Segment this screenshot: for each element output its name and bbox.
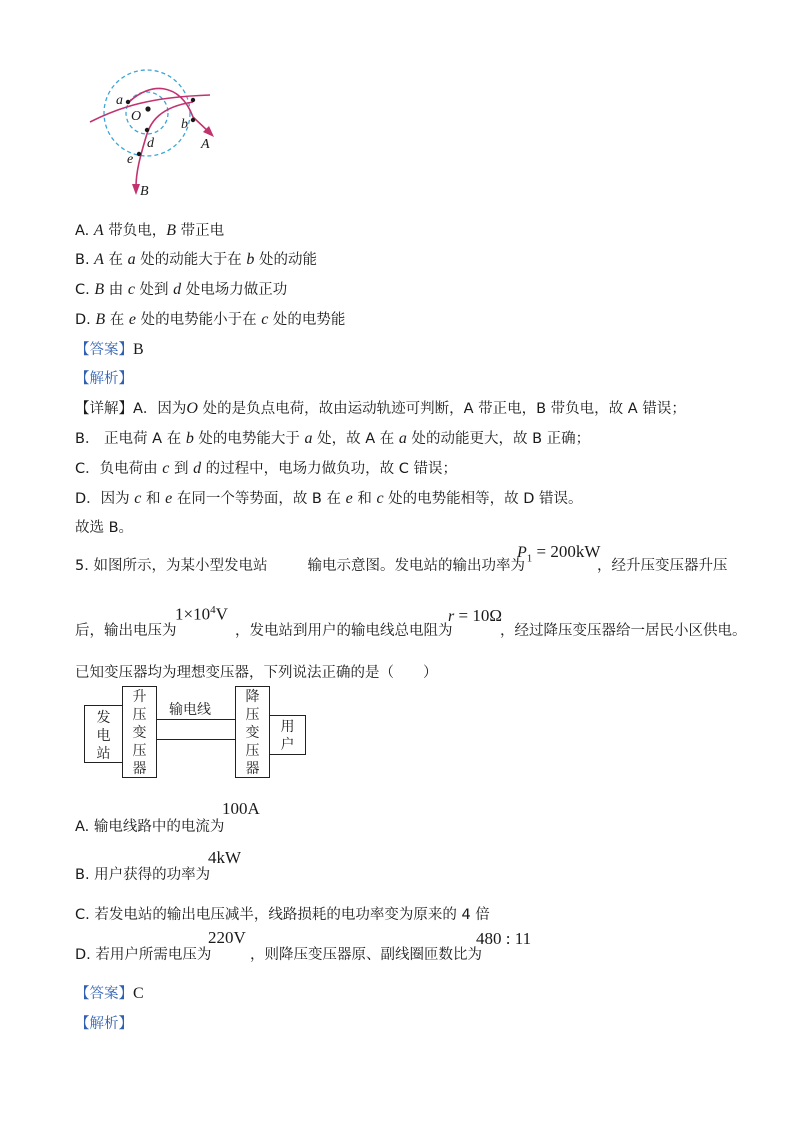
superscript: 4 (210, 604, 216, 616)
detail-text: 和 (352, 491, 377, 507)
detail-text: C．负电荷由 (75, 461, 163, 477)
q4-detail-line-3 (75, 457, 457, 478)
label-O: O (131, 109, 142, 124)
point-e-dot (137, 152, 141, 156)
option-text: 若用户所需电压为 (95, 947, 212, 963)
answer-value: B (133, 341, 144, 358)
detail-text: 处的动能更大，故 B 正确； (406, 431, 591, 447)
q4-conclusion: 故选 B。 (75, 520, 134, 536)
symbol: c (134, 490, 142, 507)
subscript: 1 (526, 552, 533, 565)
q5-option-d (75, 943, 211, 964)
stepup-char: 压 (132, 707, 147, 723)
field-trajectory-figure (80, 62, 230, 202)
q4-answer (75, 338, 144, 359)
charge-O-dot (145, 106, 150, 111)
label-A: A (201, 137, 210, 152)
detail-text: D．因为 (75, 491, 135, 507)
answer-tag: 【答案】 (75, 342, 133, 358)
point-b-dot (191, 118, 195, 122)
transmission-diagram (84, 686, 314, 782)
symbol: c (162, 460, 170, 477)
symbol: B (94, 281, 105, 298)
formula-value: = 10Ω (454, 606, 502, 625)
point-c-dot (191, 98, 195, 102)
symbol: d (193, 460, 202, 477)
symbol: b (246, 251, 255, 268)
user-box (269, 715, 306, 755)
option-prefix: C. (75, 282, 95, 298)
transmission-line-bottom (157, 739, 236, 740)
formula-unit: V (215, 604, 228, 624)
formula-value: = 200kW (532, 542, 601, 561)
q5-option-d-formula-voltage: 220V (208, 928, 246, 947)
option-prefix: A. (75, 819, 94, 835)
symbol: a (304, 430, 313, 447)
option-text: 处的电势能小于在 (136, 312, 262, 328)
q5-stem-line-3: 已知变压器均为理想变压器，下列说法正确的是（ ） (75, 665, 438, 681)
detail-tag: 【详解】 (75, 401, 133, 417)
station-char: 站 (96, 746, 111, 762)
stepup-char: 升 (132, 689, 147, 705)
option-text: 处到 (134, 282, 174, 298)
detail-text: B． 正电荷 A 在 (75, 431, 186, 447)
q5-stem-line-2-mid: ，发电站到用户的输电线总电阻为 (235, 623, 453, 639)
formula-P1 (517, 542, 600, 564)
point-a-dot (126, 100, 130, 104)
q5-option-d-formula-ratio: 480 : 11 (476, 929, 532, 948)
symbol: B (95, 311, 106, 328)
q4-option-c (75, 278, 287, 299)
label-B: B (140, 184, 149, 199)
option-prefix: C. (75, 907, 95, 923)
q4-detail-line-4 (75, 487, 583, 508)
arrowhead-B (132, 184, 140, 195)
formula-resistance (448, 606, 502, 626)
option-text: 带正电 (176, 223, 225, 239)
stepdown-char: 器 (245, 761, 260, 777)
option-text: 输电线路中的电流为 (93, 819, 225, 835)
symbol: A (93, 222, 104, 239)
option-text: 处的电势能 (268, 312, 346, 328)
label-d: d (147, 136, 154, 151)
q4-detail-line-1 (75, 397, 686, 418)
option-text: 处的动能大于在 (135, 252, 247, 268)
stem-text: 输电示意图。发电站的输出功率为 (307, 558, 525, 574)
stepup-char: 器 (132, 761, 147, 777)
symbol: A (94, 251, 104, 268)
label-b: b (181, 117, 188, 132)
detail-text: 到 (169, 461, 194, 477)
option-text: 带负电， (103, 223, 167, 239)
q4-option-b (75, 248, 317, 269)
option-prefix: D. (75, 947, 96, 963)
point-d-dot (145, 128, 149, 132)
answer-tag: 【答案】 (75, 986, 133, 1002)
q5-option-a-formula: 100A (222, 799, 260, 818)
q5-option-a (75, 815, 224, 836)
step-down-transformer-box (235, 686, 270, 778)
q4-option-a (75, 219, 224, 240)
transmission-line-label: 输电线 (169, 702, 211, 718)
q5-option-d-text-2: ，则降压变压器原、副线圈匝数比为 (250, 947, 482, 963)
symbol: c (127, 281, 135, 298)
station-char: 发 (96, 710, 111, 726)
q5-answer (75, 982, 144, 1003)
symbol-r: r (448, 608, 455, 625)
symbol: a (398, 430, 407, 447)
user-char: 用 (280, 719, 295, 735)
symbol: e (128, 311, 136, 328)
symbol: O (186, 400, 198, 417)
user-char: 户 (280, 737, 295, 753)
detail-text: 的过程中，电场力做负功，故 C 错误； (201, 461, 458, 477)
trajectory-B (136, 102, 193, 187)
stem-text: 5. 如图所示，为某小型发电站 (75, 558, 268, 574)
option-text: 在 (105, 312, 129, 328)
option-prefix: B. (75, 252, 95, 268)
detail-text: 处的电势能相等，故 D 错误。 (383, 491, 583, 507)
station-box (84, 705, 123, 763)
symbol: a (127, 251, 136, 268)
formula-value: 1×10 (175, 604, 211, 624)
symbol: d (173, 281, 182, 298)
option-prefix: B. (75, 867, 95, 883)
q5-analysis-tag: 【解析】 (75, 1016, 133, 1032)
stepdown-char: 压 (245, 707, 260, 723)
option-text: 用户获得的功率为 (94, 867, 211, 883)
stepdown-char: 变 (245, 725, 260, 741)
step-up-transformer-box (122, 686, 157, 778)
q5-stem-line-1 (75, 554, 525, 575)
symbol: e (165, 490, 173, 507)
formula-voltage (175, 604, 228, 625)
symbol: b (185, 430, 194, 447)
label-e: e (127, 152, 134, 167)
detail-text: 和 (141, 491, 166, 507)
stepup-char: 变 (132, 725, 147, 741)
detail-text: 处的电势能大于 (193, 431, 305, 447)
stepup-char: 压 (132, 743, 147, 759)
q4-option-d (75, 308, 345, 329)
symbol: e (345, 490, 353, 507)
stepdown-char: 压 (245, 743, 260, 759)
symbol: c (376, 490, 384, 507)
detail-text: 在同一个等势面，故 B 在 (172, 491, 346, 507)
detail-text: A．因为 (133, 401, 187, 417)
q4-detail-line-2 (75, 427, 590, 448)
option-text: 在 (103, 252, 128, 268)
symbol-P: P (517, 544, 527, 561)
option-text: 由 (104, 282, 128, 298)
option-text: 若发电站的输出电压减半，线路损耗的电功率变为原来的 4 倍 (94, 907, 490, 923)
detail-text: 处，故 A 在 (312, 431, 399, 447)
symbol: B (166, 222, 177, 239)
symbol: c (261, 311, 269, 328)
q5-option-c (75, 903, 490, 924)
q4-analysis-tag: 【解析】 (75, 371, 133, 387)
option-text: 处电场力做正功 (181, 282, 288, 298)
q5-stem-line-1-end: ，经升压变压器升压 (597, 558, 728, 574)
answer-value: C (133, 985, 144, 1002)
q5-option-b-formula: 4kW (208, 848, 242, 867)
option-prefix: D. (75, 312, 96, 328)
q5-stem-line-2-end: ，经过降压变压器给一居民小区供电。 (500, 623, 747, 639)
label-a: a (116, 93, 123, 108)
stepdown-char: 降 (245, 689, 260, 705)
q5-option-b (75, 863, 210, 884)
detail-text: 处的是负点电荷，故由运动轨迹可判断，A 带正电，B 带负电，故 A 错误； (197, 401, 686, 417)
station-char: 电 (96, 728, 111, 744)
transmission-line-top (157, 719, 236, 720)
q5-stem-line-2-start: 后，输出电压为 (75, 623, 177, 639)
option-prefix: A. (75, 223, 94, 239)
option-text: 处的动能 (254, 252, 317, 268)
